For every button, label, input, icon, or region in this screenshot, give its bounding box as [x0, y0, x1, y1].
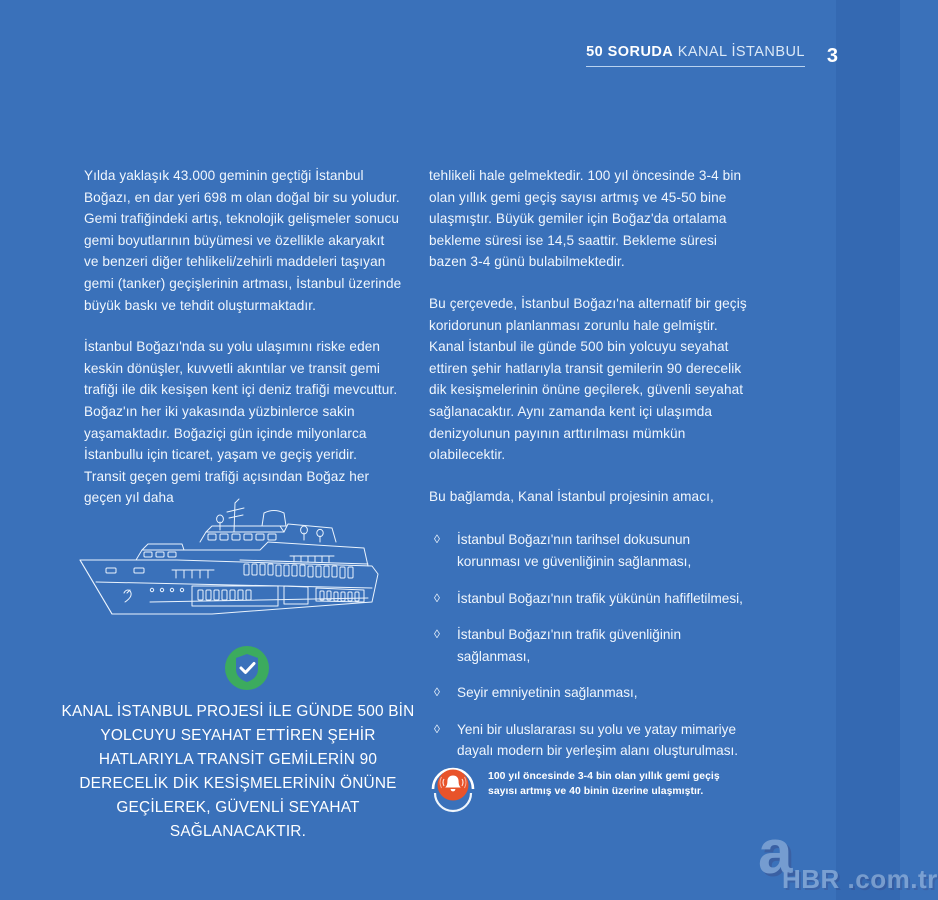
list-item	[429, 588, 749, 610]
paragraph: Yılda yaklaşık 43.000 geminin geçtiği İstanbul Boğazı, en dar yeri 698 m olan doğal bir su yoludur. Gemi trafiğindeki artış, teknolojik gelişmeler sonucu gemi boyutlarının büyümesi ve özellikle akaryakıt ve benzeri diğer tehlikeli/zehirli maddeleri taşıyan gemi (tanker) geçişlerinin artması, İstanbul üzerinde büyük baskı ve tehdit oluşturmaktadır.	[84, 168, 402, 313]
diamond-bullet-icon: ◊	[434, 627, 440, 642]
callout-text: 100 yıl öncesinde 3-4 bin olan yıllık gemi geçiş sayısı artmış ve 40 binin üzerine ulaşmıştır.	[488, 771, 720, 797]
page-title	[586, 44, 805, 60]
diamond-bullet-icon: ◊	[434, 532, 440, 547]
left-text-column	[84, 165, 402, 509]
ferry-ship-illustration	[72, 498, 402, 638]
header-title-underline	[586, 44, 805, 67]
left-caption: KANAL İSTANBUL PROJESİ İLE GÜNDE 500 BİN YOLCUYU SEYAHAT ETTİREN ŞEHİR HATLARIYLA TRANSİT GEMİLERİN 90 DERECELİK DİK KESİŞMELERİNİN ÖNÜNE GEÇİLEREK, GÜVENLİ SEYAHAT SAĞLANACAKTIR.	[61, 703, 415, 840]
list-item-label: Yeni bir uluslararası su yolu ve yatay mimariye dayalı modern bir yerleşim alanı oluşturulması.	[457, 721, 739, 759]
watermark-logo-text: HBR .com.tr	[782, 864, 938, 894]
right-text-column	[429, 165, 749, 777]
page-number: 3	[826, 45, 838, 67]
page-title-bold: 50 SORUDA	[586, 44, 674, 60]
list-item	[429, 624, 749, 667]
diamond-bullet-icon: ◊	[434, 685, 440, 700]
list-item	[429, 682, 749, 704]
list-item-label: İstanbul Boğazı'nın trafik güvenliğinin sağlanması,	[457, 627, 682, 664]
paragraph: Bu çerçevede, İstanbul Boğazı'na alternatif bir geçiş koridorunun planlanması zorunlu hale gelmiştir. Kanal İstanbul ile günde 500 bin yolcuyu seyahat ettiren şehir hatlarıyla transit gemilerin 90 derecelik dik kesişmelerinin önüne geçilerek, güvenli seyahat sağlanacaktır. Aynı zamanda kent içi ulaşımda denizyolunun payının arttırılması mümkün olabilecektir.	[429, 295, 747, 463]
bell-alert-icon	[430, 762, 476, 808]
diamond-bullet-icon: ◊	[434, 590, 440, 605]
objectives-bullet-list	[429, 529, 749, 762]
paragraph: Bu bağlamda, Kanal İstanbul projesinin amacı,	[429, 488, 714, 504]
shield-check-badge	[224, 645, 270, 691]
list-item-label: Seyir emniyetinin sağlanması,	[457, 685, 638, 701]
paragraph: tehlikeli hale gelmektedir. 100 yıl öncesinde 3-4 bin olan yıllık gemi geçiş sayısı artmış ve 45-50 bine ulaşmıştır. Büyük gemiler için Boğaz'da ortalama bekleme süresi ise 14,5 saattir. Bekleme süresi bazen 3-4 günü bulabilmektedir.	[429, 168, 742, 270]
page-title-light: KANAL İSTANBUL	[677, 44, 805, 60]
list-item	[429, 719, 749, 762]
page-left-edge-band	[0, 0, 6, 900]
watermark-logo-letter: a	[758, 818, 793, 887]
page-right-edge-band	[836, 0, 900, 900]
diamond-bullet-icon: ◊	[434, 721, 440, 736]
list-item-label: İstanbul Boğazı'nın tarihsel dokusunun korunması ve güvenliğinin sağlanması,	[457, 532, 692, 569]
statistic-callout	[430, 762, 750, 808]
list-item	[429, 529, 749, 572]
paragraph: İstanbul Boğazı'nda su yolu ulaşımını riske eden keskin dönüşler, kuvvetli akıntılar ve transit gemi trafiği ile dik kesişen kent içi deniz trafiği mevcuttur. Boğaz'ın her iki yakasında yüzbinlerce sakin yaşamaktadır. Boğaziçi gün içinde milyonlarca İstanbullu için ticaret, yaşam ve geçiş yeridir. Transit geçen gemi trafiği açısından Boğaz her geçen yıl daha	[84, 339, 398, 506]
list-item-label: İstanbul Boğazı'nın trafik yükünün hafifletilmesi,	[457, 590, 743, 606]
page-header	[586, 44, 838, 67]
